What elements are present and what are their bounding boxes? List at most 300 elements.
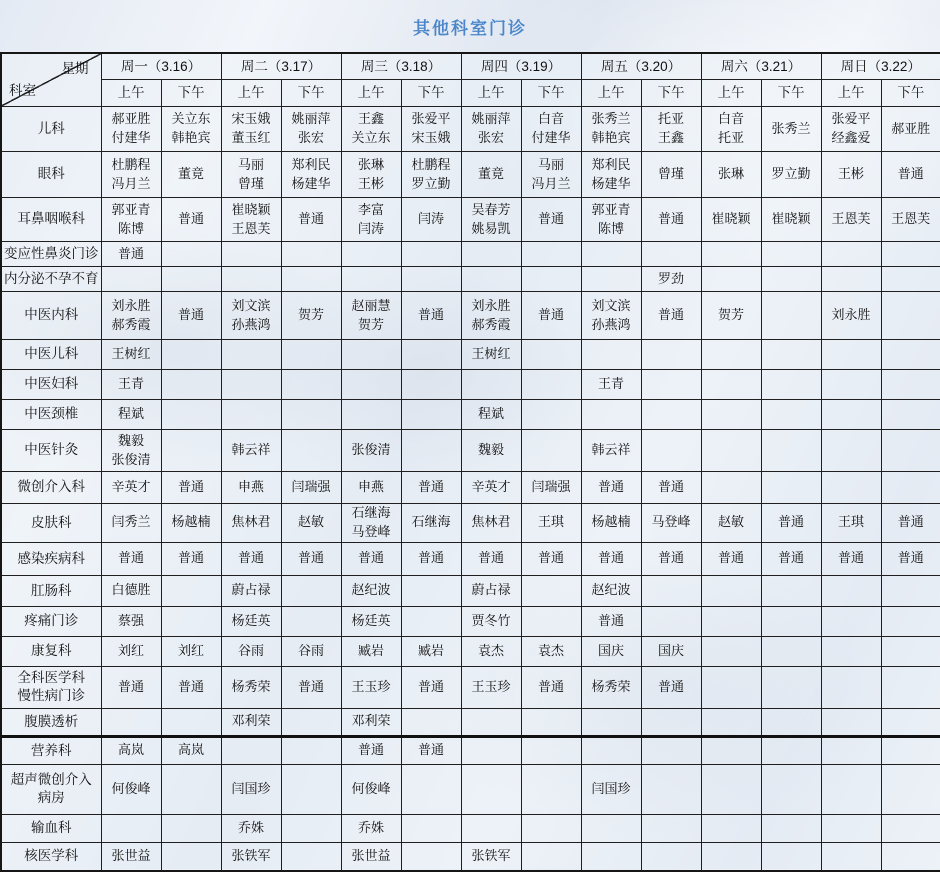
schedule-cell: 普通 bbox=[101, 666, 161, 708]
schedule-cell: 张俊清 bbox=[341, 430, 401, 472]
schedule-cell bbox=[161, 430, 221, 472]
department-name: 腹膜透析 bbox=[1, 708, 101, 736]
schedule-cell bbox=[821, 400, 881, 430]
schedule-cell bbox=[881, 636, 940, 666]
schedule-cell: 申燕 bbox=[341, 472, 401, 504]
schedule-cell: 韩云祥 bbox=[581, 430, 641, 472]
schedule-cell: 普通 bbox=[161, 292, 221, 340]
schedule-cell: 乔姝 bbox=[341, 814, 401, 842]
schedule-cell: 普通 bbox=[401, 736, 461, 764]
schedule-cell: 董竟 bbox=[161, 152, 221, 198]
schedule-cell: 杨廷英 bbox=[341, 606, 401, 636]
schedule-cell: 杨越楠 bbox=[161, 504, 221, 543]
schedule-cell: 高岚 bbox=[101, 736, 161, 764]
schedule-cell: 刘红 bbox=[161, 636, 221, 666]
department-name: 超声微创介入 病房 bbox=[1, 764, 101, 814]
schedule-cell: 赵纪波 bbox=[581, 575, 641, 606]
schedule-cell bbox=[521, 764, 581, 814]
schedule-cell: 普通 bbox=[401, 292, 461, 340]
schedule-cell bbox=[281, 400, 341, 430]
schedule-cell bbox=[761, 606, 821, 636]
schedule-cell bbox=[281, 814, 341, 842]
schedule-cell bbox=[461, 242, 521, 267]
day-header: 周三（3.18） bbox=[341, 53, 461, 80]
table-row bbox=[1, 542, 940, 575]
schedule-cell: 臧岩 bbox=[401, 636, 461, 666]
schedule-cell bbox=[401, 340, 461, 370]
table-row bbox=[1, 340, 940, 370]
schedule-cell: 何俊峰 bbox=[101, 764, 161, 814]
schedule-cell: 刘永胜 郝秀霞 bbox=[101, 292, 161, 340]
schedule-cell bbox=[641, 814, 701, 842]
schedule-cell bbox=[641, 242, 701, 267]
schedule-cell: 普通 bbox=[521, 198, 581, 242]
schedule-cell bbox=[821, 575, 881, 606]
schedule-cell bbox=[821, 370, 881, 400]
schedule-cell bbox=[521, 267, 581, 292]
schedule-cell bbox=[701, 708, 761, 736]
schedule-cell: 关立东 韩艳宾 bbox=[161, 107, 221, 152]
schedule-cell bbox=[281, 340, 341, 370]
schedule-cell bbox=[821, 814, 881, 842]
schedule-cell bbox=[521, 340, 581, 370]
schedule-cell: 张秀兰 韩艳宾 bbox=[581, 107, 641, 152]
session-header: 上午 bbox=[221, 80, 281, 107]
schedule-cell: 乔姝 bbox=[221, 814, 281, 842]
schedule-cell: 托亚 王鑫 bbox=[641, 107, 701, 152]
schedule-cell: 申燕 bbox=[221, 472, 281, 504]
schedule-cell bbox=[821, 472, 881, 504]
schedule-cell: 蔚占禄 bbox=[221, 575, 281, 606]
session-header: 下午 bbox=[761, 80, 821, 107]
schedule-cell bbox=[881, 814, 940, 842]
table-row bbox=[1, 666, 940, 708]
schedule-cell: 贺芳 bbox=[281, 292, 341, 340]
schedule-cell: 何俊峰 bbox=[341, 764, 401, 814]
session-header: 下午 bbox=[881, 80, 940, 107]
table-row bbox=[1, 198, 940, 242]
table-row bbox=[1, 430, 940, 472]
department-name: 中医针灸 bbox=[1, 430, 101, 472]
schedule-cell: 普通 bbox=[401, 542, 461, 575]
schedule-cell: 普通 bbox=[521, 666, 581, 708]
table-row bbox=[1, 292, 940, 340]
schedule-cell bbox=[821, 764, 881, 814]
schedule-cell: 闫瑞强 bbox=[281, 472, 341, 504]
schedule-cell bbox=[761, 708, 821, 736]
schedule-cell: 张琳 王彬 bbox=[341, 152, 401, 198]
schedule-cell bbox=[641, 430, 701, 472]
schedule-cell: 普通 bbox=[761, 542, 821, 575]
day-header: 周四（3.19） bbox=[461, 53, 581, 80]
schedule-cell: 王恩芙 bbox=[881, 198, 940, 242]
schedule-cell bbox=[401, 430, 461, 472]
table-row bbox=[1, 575, 940, 606]
schedule-cell: 普通 bbox=[281, 542, 341, 575]
schedule-cell bbox=[401, 606, 461, 636]
schedule-cell: 崔晓颖 bbox=[701, 198, 761, 242]
schedule-cell: 赵敏 bbox=[281, 504, 341, 543]
schedule-cell: 刘红 bbox=[101, 636, 161, 666]
corner-label-dept: 科室 bbox=[9, 83, 36, 99]
schedule-cell bbox=[701, 636, 761, 666]
schedule-cell: 韩云祥 bbox=[221, 430, 281, 472]
schedule-cell bbox=[761, 814, 821, 842]
schedule-cell: 焦林君 bbox=[221, 504, 281, 543]
schedule-cell: 蔚占禄 bbox=[461, 575, 521, 606]
schedule-cell bbox=[881, 575, 940, 606]
schedule-cell: 杨秀荣 bbox=[221, 666, 281, 708]
schedule-cell bbox=[521, 400, 581, 430]
schedule-cell bbox=[161, 340, 221, 370]
schedule-cell: 郭亚青 陈博 bbox=[581, 198, 641, 242]
schedule-cell: 闫瑞强 bbox=[521, 472, 581, 504]
schedule-cell bbox=[161, 708, 221, 736]
schedule-cell: 闫国珍 bbox=[221, 764, 281, 814]
schedule-cell: 王琪 bbox=[521, 504, 581, 543]
schedule-cell bbox=[761, 472, 821, 504]
schedule-cell bbox=[461, 370, 521, 400]
schedule-cell: 郝亚胜 付建华 bbox=[101, 107, 161, 152]
schedule-cell bbox=[401, 842, 461, 871]
day-header: 周日（3.22） bbox=[821, 53, 940, 80]
schedule-cell: 张世益 bbox=[101, 842, 161, 871]
schedule-cell bbox=[221, 242, 281, 267]
table-row bbox=[1, 472, 940, 504]
schedule-cell bbox=[461, 267, 521, 292]
session-header: 上午 bbox=[821, 80, 881, 107]
schedule-cell bbox=[821, 430, 881, 472]
schedule-cell: 郑利民 杨建华 bbox=[281, 152, 341, 198]
session-header: 上午 bbox=[701, 80, 761, 107]
table-row bbox=[1, 842, 940, 871]
schedule-cell: 普通 bbox=[161, 666, 221, 708]
department-name: 中医妇科 bbox=[1, 370, 101, 400]
schedule-cell bbox=[881, 708, 940, 736]
header-row-sessions bbox=[1, 80, 940, 107]
schedule-cell: 白音 付建华 bbox=[521, 107, 581, 152]
schedule-cell bbox=[581, 267, 641, 292]
schedule-cell bbox=[821, 340, 881, 370]
schedule-cell: 王鑫 关立东 bbox=[341, 107, 401, 152]
schedule-cell: 普通 bbox=[461, 542, 521, 575]
schedule-cell bbox=[401, 242, 461, 267]
schedule-cell bbox=[221, 340, 281, 370]
department-name: 眼科 bbox=[1, 152, 101, 198]
department-name: 营养科 bbox=[1, 736, 101, 764]
schedule-cell bbox=[581, 814, 641, 842]
schedule-cell bbox=[761, 842, 821, 871]
schedule-cell: 张秀兰 bbox=[761, 107, 821, 152]
schedule-cell: 王玉珍 bbox=[461, 666, 521, 708]
schedule-cell: 张爱平 宋玉娥 bbox=[401, 107, 461, 152]
schedule-cell bbox=[281, 764, 341, 814]
schedule-cell bbox=[701, 340, 761, 370]
schedule-cell bbox=[821, 736, 881, 764]
department-name: 核医学科 bbox=[1, 842, 101, 871]
schedule-cell bbox=[761, 400, 821, 430]
schedule-cell bbox=[701, 242, 761, 267]
table-row bbox=[1, 736, 940, 764]
department-name: 康复科 bbox=[1, 636, 101, 666]
schedule-cell bbox=[281, 430, 341, 472]
schedule-cell bbox=[881, 472, 940, 504]
session-header: 下午 bbox=[401, 80, 461, 107]
schedule-cell bbox=[521, 708, 581, 736]
schedule-cell bbox=[761, 636, 821, 666]
schedule-cell bbox=[221, 267, 281, 292]
schedule-cell: 高岚 bbox=[161, 736, 221, 764]
schedule-cell: 普通 bbox=[881, 542, 940, 575]
schedule-cell bbox=[401, 370, 461, 400]
schedule-cell: 袁杰 bbox=[521, 636, 581, 666]
table-body bbox=[1, 107, 940, 872]
schedule-cell bbox=[221, 400, 281, 430]
schedule-cell: 白音 托亚 bbox=[701, 107, 761, 152]
schedule-cell bbox=[821, 242, 881, 267]
schedule-cell bbox=[401, 575, 461, 606]
schedule-cell bbox=[461, 814, 521, 842]
table-row bbox=[1, 400, 940, 430]
session-header: 下午 bbox=[281, 80, 341, 107]
schedule-cell: 石继海 马登峰 bbox=[341, 504, 401, 543]
schedule-cell bbox=[581, 340, 641, 370]
schedule-cell bbox=[281, 708, 341, 736]
schedule-cell: 普通 bbox=[221, 542, 281, 575]
corner-label-week: 星期 bbox=[61, 61, 89, 76]
schedule-cell bbox=[521, 430, 581, 472]
schedule-cell: 张爱平 经鑫爱 bbox=[821, 107, 881, 152]
schedule-cell bbox=[761, 575, 821, 606]
schedule-cell: 张铁军 bbox=[461, 842, 521, 871]
schedule-cell bbox=[101, 814, 161, 842]
table-row bbox=[1, 152, 940, 198]
schedule-cell bbox=[101, 267, 161, 292]
schedule-cell bbox=[281, 736, 341, 764]
department-name: 中医颈椎 bbox=[1, 400, 101, 430]
schedule-cell: 邓利荣 bbox=[221, 708, 281, 736]
schedule-cell bbox=[881, 430, 940, 472]
department-name: 肛肠科 bbox=[1, 575, 101, 606]
schedule-cell: 杨秀荣 bbox=[581, 666, 641, 708]
schedule-cell bbox=[341, 400, 401, 430]
schedule-cell bbox=[881, 292, 940, 340]
schedule-cell bbox=[881, 340, 940, 370]
department-name: 中医内科 bbox=[1, 292, 101, 340]
table-row bbox=[1, 267, 940, 292]
schedule-cell: 罗立勤 bbox=[761, 152, 821, 198]
department-name: 疼痛门诊 bbox=[1, 606, 101, 636]
schedule-cell bbox=[701, 666, 761, 708]
schedule-cell bbox=[821, 606, 881, 636]
schedule-cell bbox=[641, 370, 701, 400]
schedule-cell: 普通 bbox=[701, 542, 761, 575]
schedule-cell bbox=[701, 430, 761, 472]
schedule-cell bbox=[281, 267, 341, 292]
schedule-cell: 王彬 bbox=[821, 152, 881, 198]
schedule-cell bbox=[401, 267, 461, 292]
schedule-cell bbox=[821, 842, 881, 871]
schedule-cell: 姚丽萍 张宏 bbox=[281, 107, 341, 152]
table-row bbox=[1, 370, 940, 400]
schedule-cell: 普通 bbox=[101, 242, 161, 267]
schedule-cell: 罗劲 bbox=[641, 267, 701, 292]
schedule-cell: 崔晓颖 王恩芙 bbox=[221, 198, 281, 242]
table-row bbox=[1, 814, 940, 842]
schedule-cell bbox=[161, 267, 221, 292]
schedule-cell: 刘文滨 孙燕鸿 bbox=[221, 292, 281, 340]
schedule-cell: 曾瑾 bbox=[641, 152, 701, 198]
schedule-cell: 马丽 曾瑾 bbox=[221, 152, 281, 198]
schedule-cell bbox=[521, 370, 581, 400]
schedule-cell: 邓利荣 bbox=[341, 708, 401, 736]
schedule-cell: 王琪 bbox=[821, 504, 881, 543]
schedule-cell bbox=[461, 708, 521, 736]
schedule-cell bbox=[581, 708, 641, 736]
schedule-cell bbox=[881, 736, 940, 764]
schedule-cell: 程斌 bbox=[461, 400, 521, 430]
schedule-cell bbox=[281, 242, 341, 267]
schedule-cell: 王青 bbox=[581, 370, 641, 400]
schedule-cell bbox=[401, 814, 461, 842]
schedule-cell: 马丽 冯月兰 bbox=[521, 152, 581, 198]
schedule-cell: 普通 bbox=[161, 542, 221, 575]
schedule-cell: 王树红 bbox=[461, 340, 521, 370]
schedule-cell: 辛英才 bbox=[461, 472, 521, 504]
schedule-cell bbox=[341, 340, 401, 370]
schedule-cell bbox=[701, 606, 761, 636]
schedule-cell bbox=[881, 666, 940, 708]
schedule-cell bbox=[221, 736, 281, 764]
schedule-cell bbox=[881, 267, 940, 292]
schedule-cell bbox=[761, 370, 821, 400]
schedule-cell bbox=[281, 575, 341, 606]
schedule-cell bbox=[881, 370, 940, 400]
schedule-cell bbox=[581, 736, 641, 764]
schedule-cell: 普通 bbox=[641, 542, 701, 575]
schedule-cell bbox=[341, 267, 401, 292]
session-header: 上午 bbox=[461, 80, 521, 107]
schedule-cell bbox=[521, 736, 581, 764]
schedule-cell: 姚丽萍 张宏 bbox=[461, 107, 521, 152]
schedule-cell bbox=[641, 340, 701, 370]
header-row-days bbox=[1, 53, 940, 80]
schedule-cell bbox=[701, 842, 761, 871]
schedule-cell: 普通 bbox=[581, 472, 641, 504]
schedule-cell bbox=[761, 764, 821, 814]
schedule-cell: 吴春芳 姚易凯 bbox=[461, 198, 521, 242]
schedule-cell bbox=[521, 842, 581, 871]
day-header: 周六（3.21） bbox=[701, 53, 821, 80]
schedule-cell: 普通 bbox=[521, 542, 581, 575]
department-name: 耳鼻咽喉科 bbox=[1, 198, 101, 242]
schedule-cell: 郝亚胜 bbox=[881, 107, 940, 152]
schedule-cell bbox=[581, 400, 641, 430]
schedule-cell: 张铁军 bbox=[221, 842, 281, 871]
department-name: 输血科 bbox=[1, 814, 101, 842]
session-header: 下午 bbox=[161, 80, 221, 107]
schedule-cell bbox=[701, 814, 761, 842]
schedule-cell bbox=[461, 736, 521, 764]
schedule-cell: 国庆 bbox=[641, 636, 701, 666]
schedule-cell bbox=[401, 764, 461, 814]
schedule-cell: 贺芳 bbox=[701, 292, 761, 340]
schedule-cell: 贾冬竹 bbox=[461, 606, 521, 636]
schedule-cell: 普通 bbox=[821, 542, 881, 575]
schedule-cell bbox=[521, 814, 581, 842]
schedule-cell: 普通 bbox=[401, 666, 461, 708]
page-title: 其他科室门诊 bbox=[413, 19, 527, 38]
schedule-cell bbox=[401, 400, 461, 430]
table-row bbox=[1, 636, 940, 666]
schedule-cell bbox=[281, 606, 341, 636]
schedule-cell: 魏毅 bbox=[461, 430, 521, 472]
schedule-cell bbox=[341, 370, 401, 400]
schedule-cell: 普通 bbox=[581, 606, 641, 636]
schedule-cell: 崔晓颖 bbox=[761, 198, 821, 242]
table-row bbox=[1, 764, 940, 814]
schedule-cell: 宋玉娥 董玉红 bbox=[221, 107, 281, 152]
schedule-cell: 赵敏 bbox=[701, 504, 761, 543]
schedule-cell: 杨越楠 bbox=[581, 504, 641, 543]
schedule-cell bbox=[281, 842, 341, 871]
schedule-cell bbox=[641, 575, 701, 606]
schedule-cell bbox=[701, 736, 761, 764]
session-header: 上午 bbox=[581, 80, 641, 107]
schedule-cell: 普通 bbox=[341, 542, 401, 575]
department-name: 微创介入科 bbox=[1, 472, 101, 504]
department-name: 中医儿科 bbox=[1, 340, 101, 370]
schedule-cell: 普通 bbox=[281, 666, 341, 708]
schedule-cell: 王玉珍 bbox=[341, 666, 401, 708]
schedule-cell: 普通 bbox=[161, 198, 221, 242]
schedule-cell bbox=[641, 842, 701, 871]
schedule-cell bbox=[341, 242, 401, 267]
schedule-cell: 谷雨 bbox=[281, 636, 341, 666]
schedule-cell bbox=[761, 267, 821, 292]
schedule-cell: 白德胜 bbox=[101, 575, 161, 606]
schedule-cell bbox=[701, 472, 761, 504]
schedule-cell: 普通 bbox=[281, 198, 341, 242]
schedule-cell: 普通 bbox=[641, 292, 701, 340]
schedule-cell bbox=[161, 575, 221, 606]
schedule-cell bbox=[761, 292, 821, 340]
session-header: 上午 bbox=[341, 80, 401, 107]
schedule-cell bbox=[161, 814, 221, 842]
schedule-cell bbox=[461, 764, 521, 814]
schedule-cell bbox=[761, 242, 821, 267]
schedule-cell: 杨廷英 bbox=[221, 606, 281, 636]
schedule-cell: 普通 bbox=[161, 472, 221, 504]
department-name: 全科医学科 慢性病门诊 bbox=[1, 666, 101, 708]
schedule-cell: 赵纪波 bbox=[341, 575, 401, 606]
schedule-cell bbox=[161, 370, 221, 400]
schedule-cell: 王树红 bbox=[101, 340, 161, 370]
schedule-cell bbox=[161, 242, 221, 267]
session-header: 下午 bbox=[641, 80, 701, 107]
schedule-cell: 普通 bbox=[641, 198, 701, 242]
schedule-cell bbox=[221, 370, 281, 400]
schedule-cell bbox=[101, 708, 161, 736]
schedule-cell: 王恩芙 bbox=[821, 198, 881, 242]
schedule-cell: 辛英才 bbox=[101, 472, 161, 504]
schedule-cell: 普通 bbox=[881, 504, 940, 543]
session-header: 上午 bbox=[101, 80, 161, 107]
schedule-cell: 袁杰 bbox=[461, 636, 521, 666]
schedule-cell: 刘永胜 bbox=[821, 292, 881, 340]
schedule-cell: 赵丽慧 贺芳 bbox=[341, 292, 401, 340]
schedule-cell: 闫涛 bbox=[401, 198, 461, 242]
